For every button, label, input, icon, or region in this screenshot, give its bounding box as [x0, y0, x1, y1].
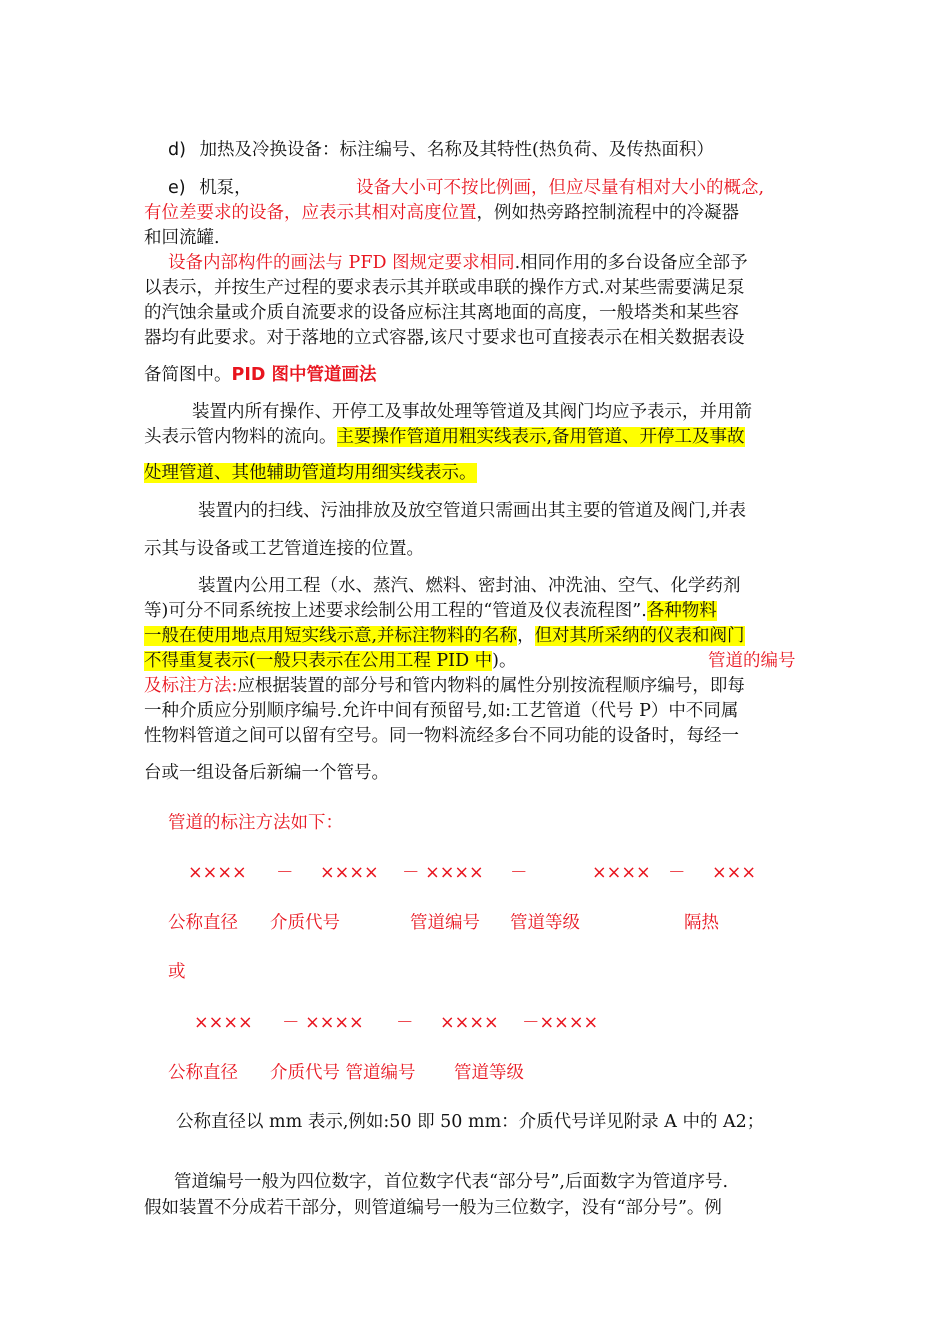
labeling-intro: 管道的标注方法如下：: [168, 813, 343, 833]
item-e: [168, 176, 252, 200]
item-e-red-2: 有位差要求的设备，应表示其相对高度位置: [144, 203, 477, 223]
pipes-highlight-1: 主要操作管道用粗实线表示,备用管道、开停工及事故: [336, 427, 745, 447]
label2-2: 管道等级: [454, 1063, 524, 1083]
utility-highlight-3: 但对其所采纳的仪表和阀门: [534, 626, 745, 646]
item-d: [168, 138, 714, 162]
label1-0: 公称直径: [168, 913, 238, 933]
label1-4: 隔热: [684, 913, 719, 933]
utility-line-3: [144, 624, 745, 648]
pipes-highlight-2: 处理管道、其他辅助管道均用细实线表示。: [144, 463, 477, 483]
utility-text-2: 等)可分不同系统按上述要求绘制公用工程的“管道及仪表流程图”.: [144, 601, 647, 621]
pattern1-seg-3: － ××××: [402, 863, 484, 883]
pattern1-seg-0: ××××: [188, 863, 247, 883]
sweep-line-2: 示其与设备或工艺管道连接的位置。: [144, 539, 424, 559]
size-paragraph: 公称直径以 mm 表示,例如:50 即 50 mm：介质代号详见附录 A 中的 A2；: [176, 1112, 765, 1132]
utility-red-1: 管道的编号: [708, 651, 796, 671]
internal-line-2: 以表示，并按生产过程的要求表示其并联或串联的操作方式.对某些需要满足泵: [144, 278, 745, 298]
internal-line-5: [144, 363, 376, 387]
label2-0: 公称直径: [168, 1063, 238, 1083]
utility-line-8: 台或一组设备后新编一个管号。: [144, 763, 389, 783]
pattern2-seg-0: ××××: [194, 1013, 253, 1033]
internal-line-3: 的汽蚀余量或介质自流要求的设备应标注其离地面的高度，一般塔类和某些容: [144, 303, 739, 323]
pipes-line-2: [144, 425, 745, 449]
internal-text-5: 备简图中。: [144, 365, 232, 385]
item-e-line-2: [144, 201, 739, 225]
utility-text-5: 应根据装置的部分号和管内物料的属性分别按流程顺序编号，即每: [237, 676, 745, 696]
label1-1: 介质代号: [270, 913, 340, 933]
internal-line-4: 器均有此要求。对于落地的立式容器,该尺寸要求也可直接表示在相关数据表设: [144, 328, 745, 348]
label1-3: 管道等级: [510, 913, 580, 933]
utility-text-4: )。: [492, 651, 517, 671]
pattern2-seg-4: －××××: [522, 1013, 599, 1033]
utility-line-2: [144, 599, 717, 623]
pattern1-seg-1: －: [276, 863, 294, 883]
pattern2-seg-3: ××××: [440, 1013, 499, 1033]
or-label: 或: [168, 962, 186, 982]
item-e-text-2: ，例如热旁路控制流程中的冷凝器: [476, 203, 739, 223]
item-e-red-1: 设备大小可不按比例画，但应尽量有相对大小的概念,: [356, 178, 765, 198]
utility-line-1: 装置内公用工程（水、蒸汽、燃料、密封油、冲洗油、空气、化学药剂: [198, 576, 741, 596]
utility-line-6: 一种介质应分别顺序编号.允许中间有预留号,如:工艺管道（代号 P）中不同属: [144, 701, 739, 721]
utility-highlight-4: 不得重复表示(一般只表示在公用工程 PID 中: [144, 651, 493, 671]
utility-text-3: ，: [517, 626, 535, 646]
pattern1-seg-7: ×××: [712, 863, 756, 883]
pattern2-seg-1: － ××××: [282, 1013, 364, 1033]
internal-text-1: .相同作用的多台设备应全部予: [514, 253, 748, 273]
internal-red: 设备内部构件的画法与 PFD 图规定要求相同: [168, 253, 515, 273]
sweep-line-1: 装置内的扫线、污油排放及放空管道只需画出其主要的管道及阀门,并表: [198, 501, 747, 521]
utility-line-7: 性物料管道之间可以留有空号。同一物料流经多台不同功能的设备时，每经一: [144, 726, 739, 746]
utility-highlight-2: 一般在使用地点用短实线示意,并标注物料的名称: [144, 626, 518, 646]
utility-line-5: [144, 674, 745, 698]
item-d-text: 加热及冷换设备：标注编号、名称及其特性(热负荷、及传热面积）: [199, 140, 714, 160]
pattern1-seg-4: －: [510, 863, 528, 883]
pattern1-seg-2: ××××: [320, 863, 379, 883]
label1-2: 管道编号: [410, 913, 480, 933]
pipes-line-3: [144, 461, 477, 485]
pipes-text-2: 头表示管内物料的流向。: [144, 427, 337, 447]
utility-red-2: 及标注方法:: [144, 676, 238, 696]
item-e-text: 机泵，: [199, 178, 252, 198]
item-d-label: d): [168, 140, 186, 160]
pipes-line-1: 装置内所有操作、开停工及事故处理等管道及其阀门均应予表示，并用箭: [192, 402, 752, 422]
number-line-2: 假如装置不分成若干部分，则管道编号一般为三位数字，没有“部分号”。例: [144, 1198, 722, 1218]
utility-line-4: [144, 649, 517, 673]
label2-1: 介质代号 管道编号: [270, 1063, 416, 1083]
pattern1-seg-5: ××××: [592, 863, 651, 883]
pattern2-seg-2: －: [396, 1013, 414, 1033]
pattern1-seg-6: －: [668, 863, 686, 883]
internal-line-1: [168, 251, 748, 275]
utility-highlight-1: 各种物料: [646, 601, 717, 621]
item-e-label: e): [168, 178, 186, 198]
section-heading: PID 图中管道画法: [231, 365, 377, 385]
item-e-line-3: 和回流罐.: [144, 228, 220, 248]
number-line-1: 管道编号一般为四位数字，首位数字代表“部分号”,后面数字为管道序号.: [174, 1172, 729, 1192]
